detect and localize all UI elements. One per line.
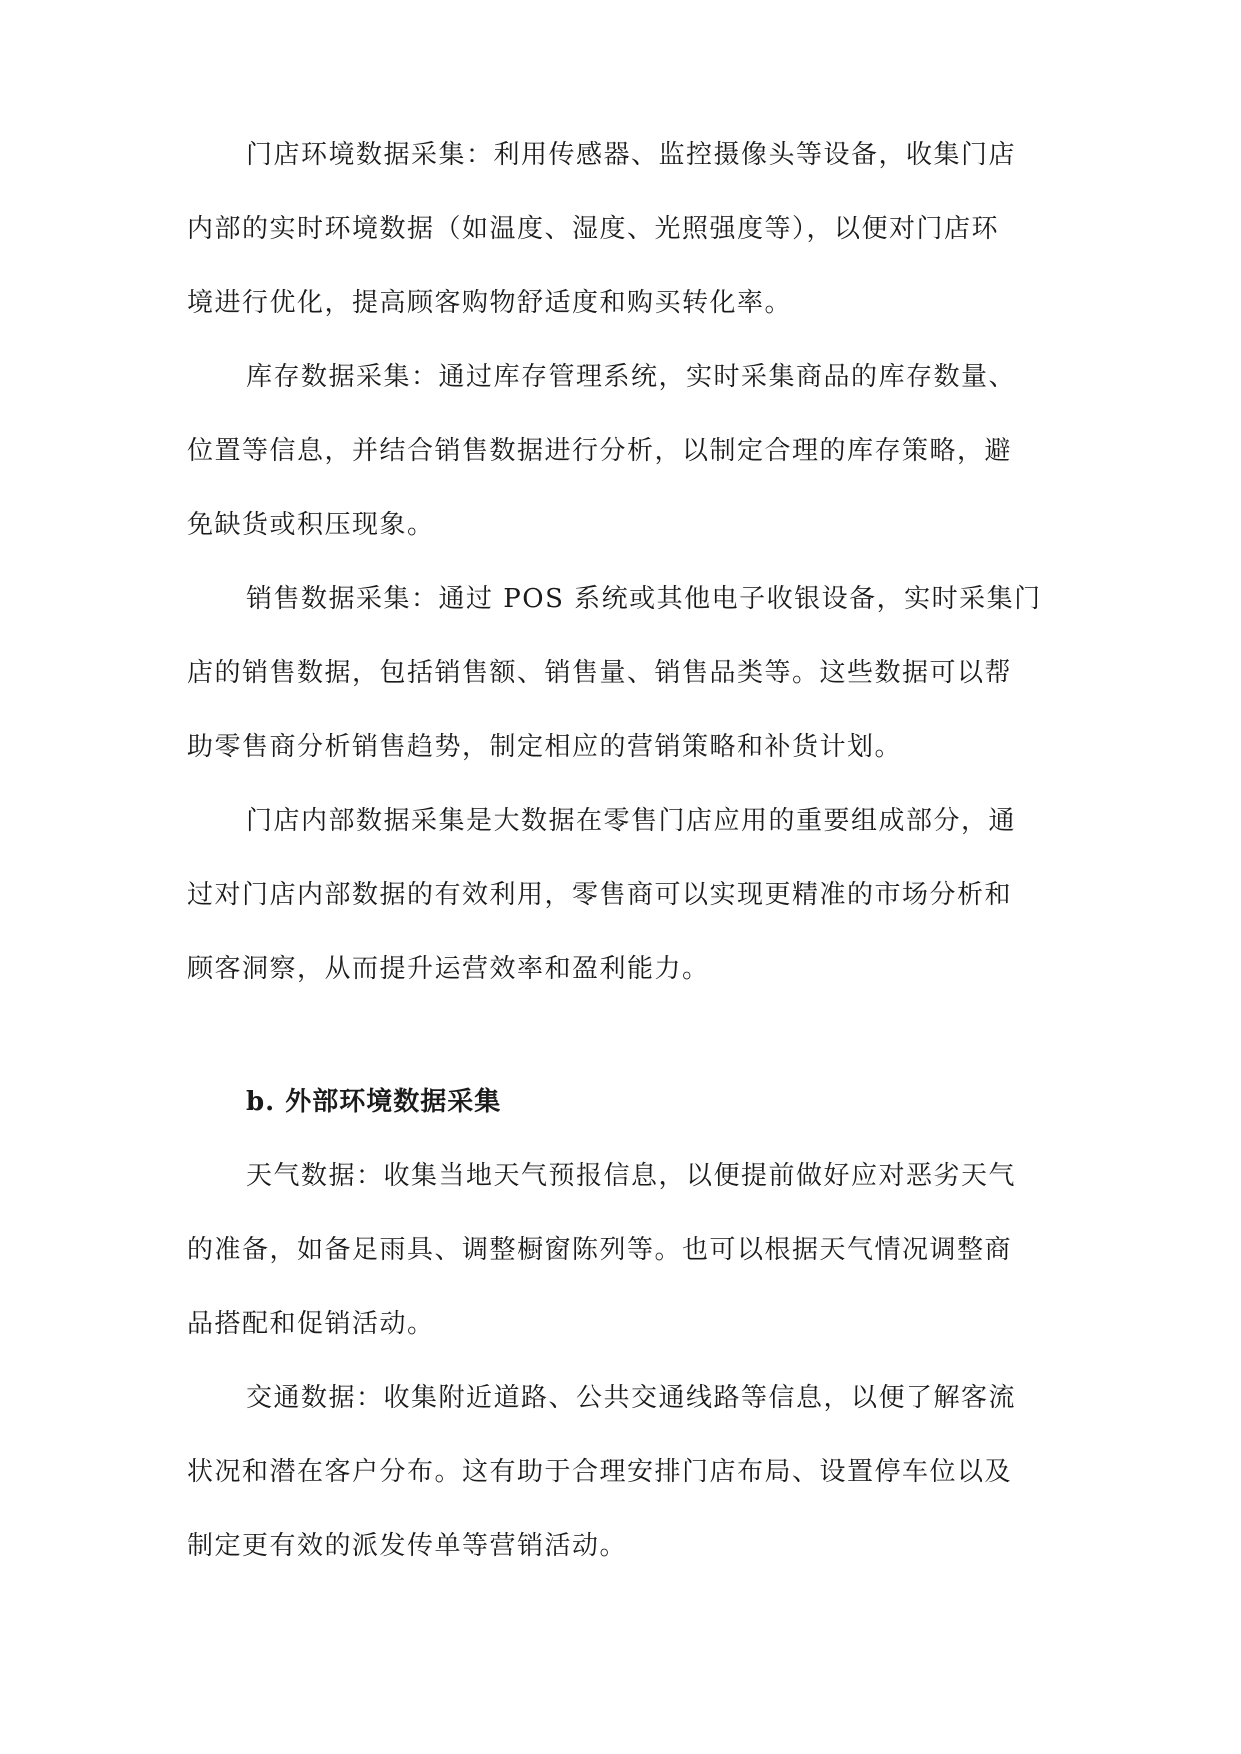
text-line: 内部的实时环境数据（如温度、湿度、光照强度等），以便对门店环 xyxy=(187,214,1000,244)
text-line: 状况和潜在客户分布。这有助于合理安排门店布局、设置停车位以及 xyxy=(187,1457,1013,1487)
text-line: 过对门店内部数据的有效利用，零售商可以实现更精准的市场分析和 xyxy=(187,880,1013,910)
text-line: 境进行优化，提高顾客购物舒适度和购买转化率。 xyxy=(187,288,793,318)
text-line: 顾客洞察，从而提升运营效率和盈利能力。 xyxy=(187,954,710,984)
text-line: 助零售商分析销售趋势，制定相应的营销策略和补货计划。 xyxy=(187,732,903,762)
text-line: 天气数据：收集当地天气预报信息，以便提前做好应对恶劣天气 xyxy=(246,1161,1017,1191)
text-line: 销售数据采集：通过 POS 系统或其他电子收银设备，实时采集门 xyxy=(246,584,1042,614)
text-line: 的准备，如备足雨具、调整橱窗陈列等。也可以根据天气情况调整商 xyxy=(187,1235,1013,1265)
text-line: 店的销售数据，包括销售额、销售量、销售品类等。这些数据可以帮 xyxy=(187,658,1013,688)
section-heading: b. 外部环境数据采集 xyxy=(246,1087,502,1117)
text-line: 门店环境数据采集：利用传感器、监控摄像头等设备，收集门店 xyxy=(246,140,1017,170)
text-line: 品搭配和促销活动。 xyxy=(187,1309,435,1339)
text-line: 位置等信息，并结合销售数据进行分析，以制定合理的库存策略，避 xyxy=(187,436,1013,466)
text-line: 制定更有效的派发传单等营销活动。 xyxy=(187,1531,628,1561)
text-line: 交通数据：收集附近道路、公共交通线路等信息，以便了解客流 xyxy=(246,1383,1017,1413)
text-line: 免缺货或积压现象。 xyxy=(187,510,435,540)
text-line: 库存数据采集：通过库存管理系统，实时采集商品的库存数量、 xyxy=(246,362,1017,392)
text-line: 门店内部数据采集是大数据在零售门店应用的重要组成部分，通 xyxy=(246,806,1017,836)
